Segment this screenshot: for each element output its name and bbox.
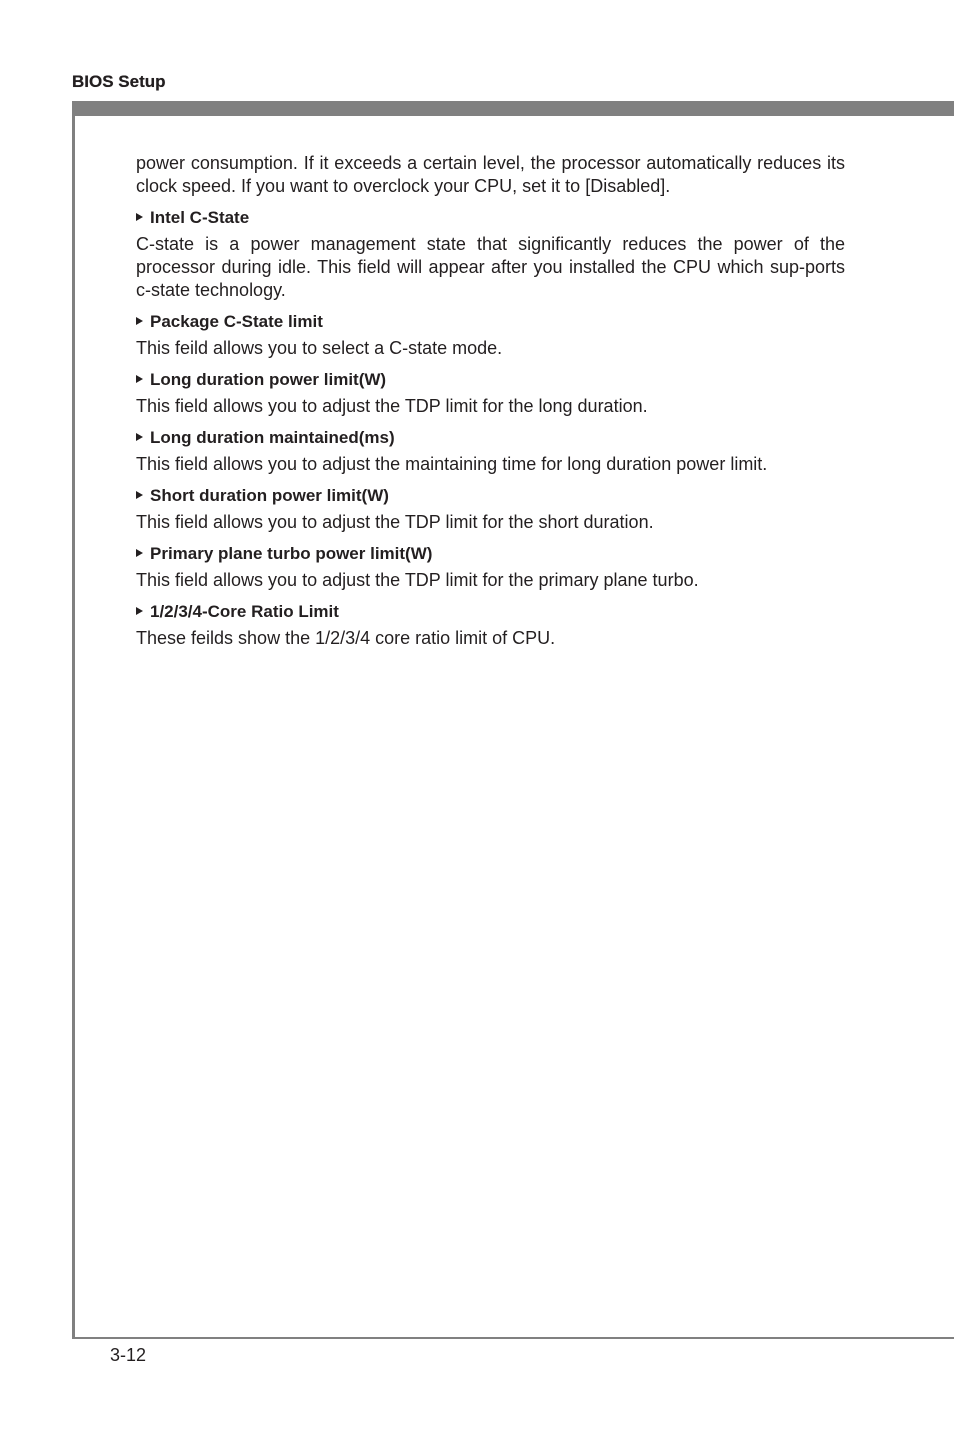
section-title bbox=[136, 485, 845, 507]
section-title bbox=[136, 427, 845, 449]
arrow-icon bbox=[136, 491, 143, 499]
arrow-icon bbox=[136, 433, 143, 441]
section-description: These feilds show the 1/2/3/4 core ratio limit of CPU. bbox=[136, 628, 556, 648]
section-title bbox=[136, 369, 845, 391]
bottom-rule bbox=[72, 1337, 954, 1339]
intro-paragraph: power consumption. If it exceeds a certain level, the processor automatically reduces its clock speed. If you want to overclock your CPU, set it to [Disabled]. bbox=[136, 153, 845, 196]
section-title bbox=[136, 207, 845, 229]
section-long-duration-power-limit bbox=[136, 369, 845, 418]
section-short-duration-power-limit bbox=[136, 485, 845, 534]
section-title-text: Primary plane turbo power limit(W) bbox=[150, 544, 433, 563]
arrow-icon bbox=[136, 607, 143, 615]
section-title-text: 1/2/3/4-Core Ratio Limit bbox=[150, 602, 339, 621]
section-title-text: Short duration power limit(W) bbox=[150, 486, 389, 505]
section-description: This field allows you to adjust the TDP limit for the short duration. bbox=[136, 512, 654, 532]
header-label: BIOS Setup bbox=[72, 72, 166, 91]
section-title bbox=[136, 601, 845, 623]
section-primary-plane-turbo-power-limit bbox=[136, 543, 845, 592]
header-bar bbox=[72, 101, 954, 116]
section-title-text: Intel C-State bbox=[150, 208, 250, 227]
section-description: This field allows you to adjust the TDP limit for the long duration. bbox=[136, 396, 648, 416]
left-rule bbox=[72, 101, 75, 1339]
arrow-icon bbox=[136, 375, 143, 383]
section-core-ratio-limit bbox=[136, 601, 845, 650]
section-description: This field allows you to adjust the TDP limit for the primary plane turbo. bbox=[136, 570, 699, 590]
page-content bbox=[136, 152, 845, 650]
arrow-icon bbox=[136, 549, 143, 557]
section-title bbox=[136, 543, 845, 565]
section-long-duration-maintained bbox=[136, 427, 845, 476]
section-description: C-state is a power management state that significantly reduces the power of the processor during idle. This field will appear after you installed the CPU which sup-ports c-state technology. bbox=[136, 234, 845, 300]
section-title-text: Package C-State limit bbox=[150, 312, 323, 331]
section-title-text: Long duration power limit(W) bbox=[150, 370, 387, 389]
arrow-icon bbox=[136, 213, 143, 221]
section-description: This field allows you to adjust the maintaining time for long duration power limit. bbox=[136, 454, 768, 474]
section-description: This feild allows you to select a C-state mode. bbox=[136, 338, 503, 358]
section-title bbox=[136, 311, 845, 333]
section-intel-c-state bbox=[136, 207, 845, 302]
section-title-text: Long duration maintained(ms) bbox=[150, 428, 395, 447]
arrow-icon bbox=[136, 317, 143, 325]
section-package-c-state-limit bbox=[136, 311, 845, 360]
page-number: 3-12 bbox=[110, 1345, 147, 1365]
